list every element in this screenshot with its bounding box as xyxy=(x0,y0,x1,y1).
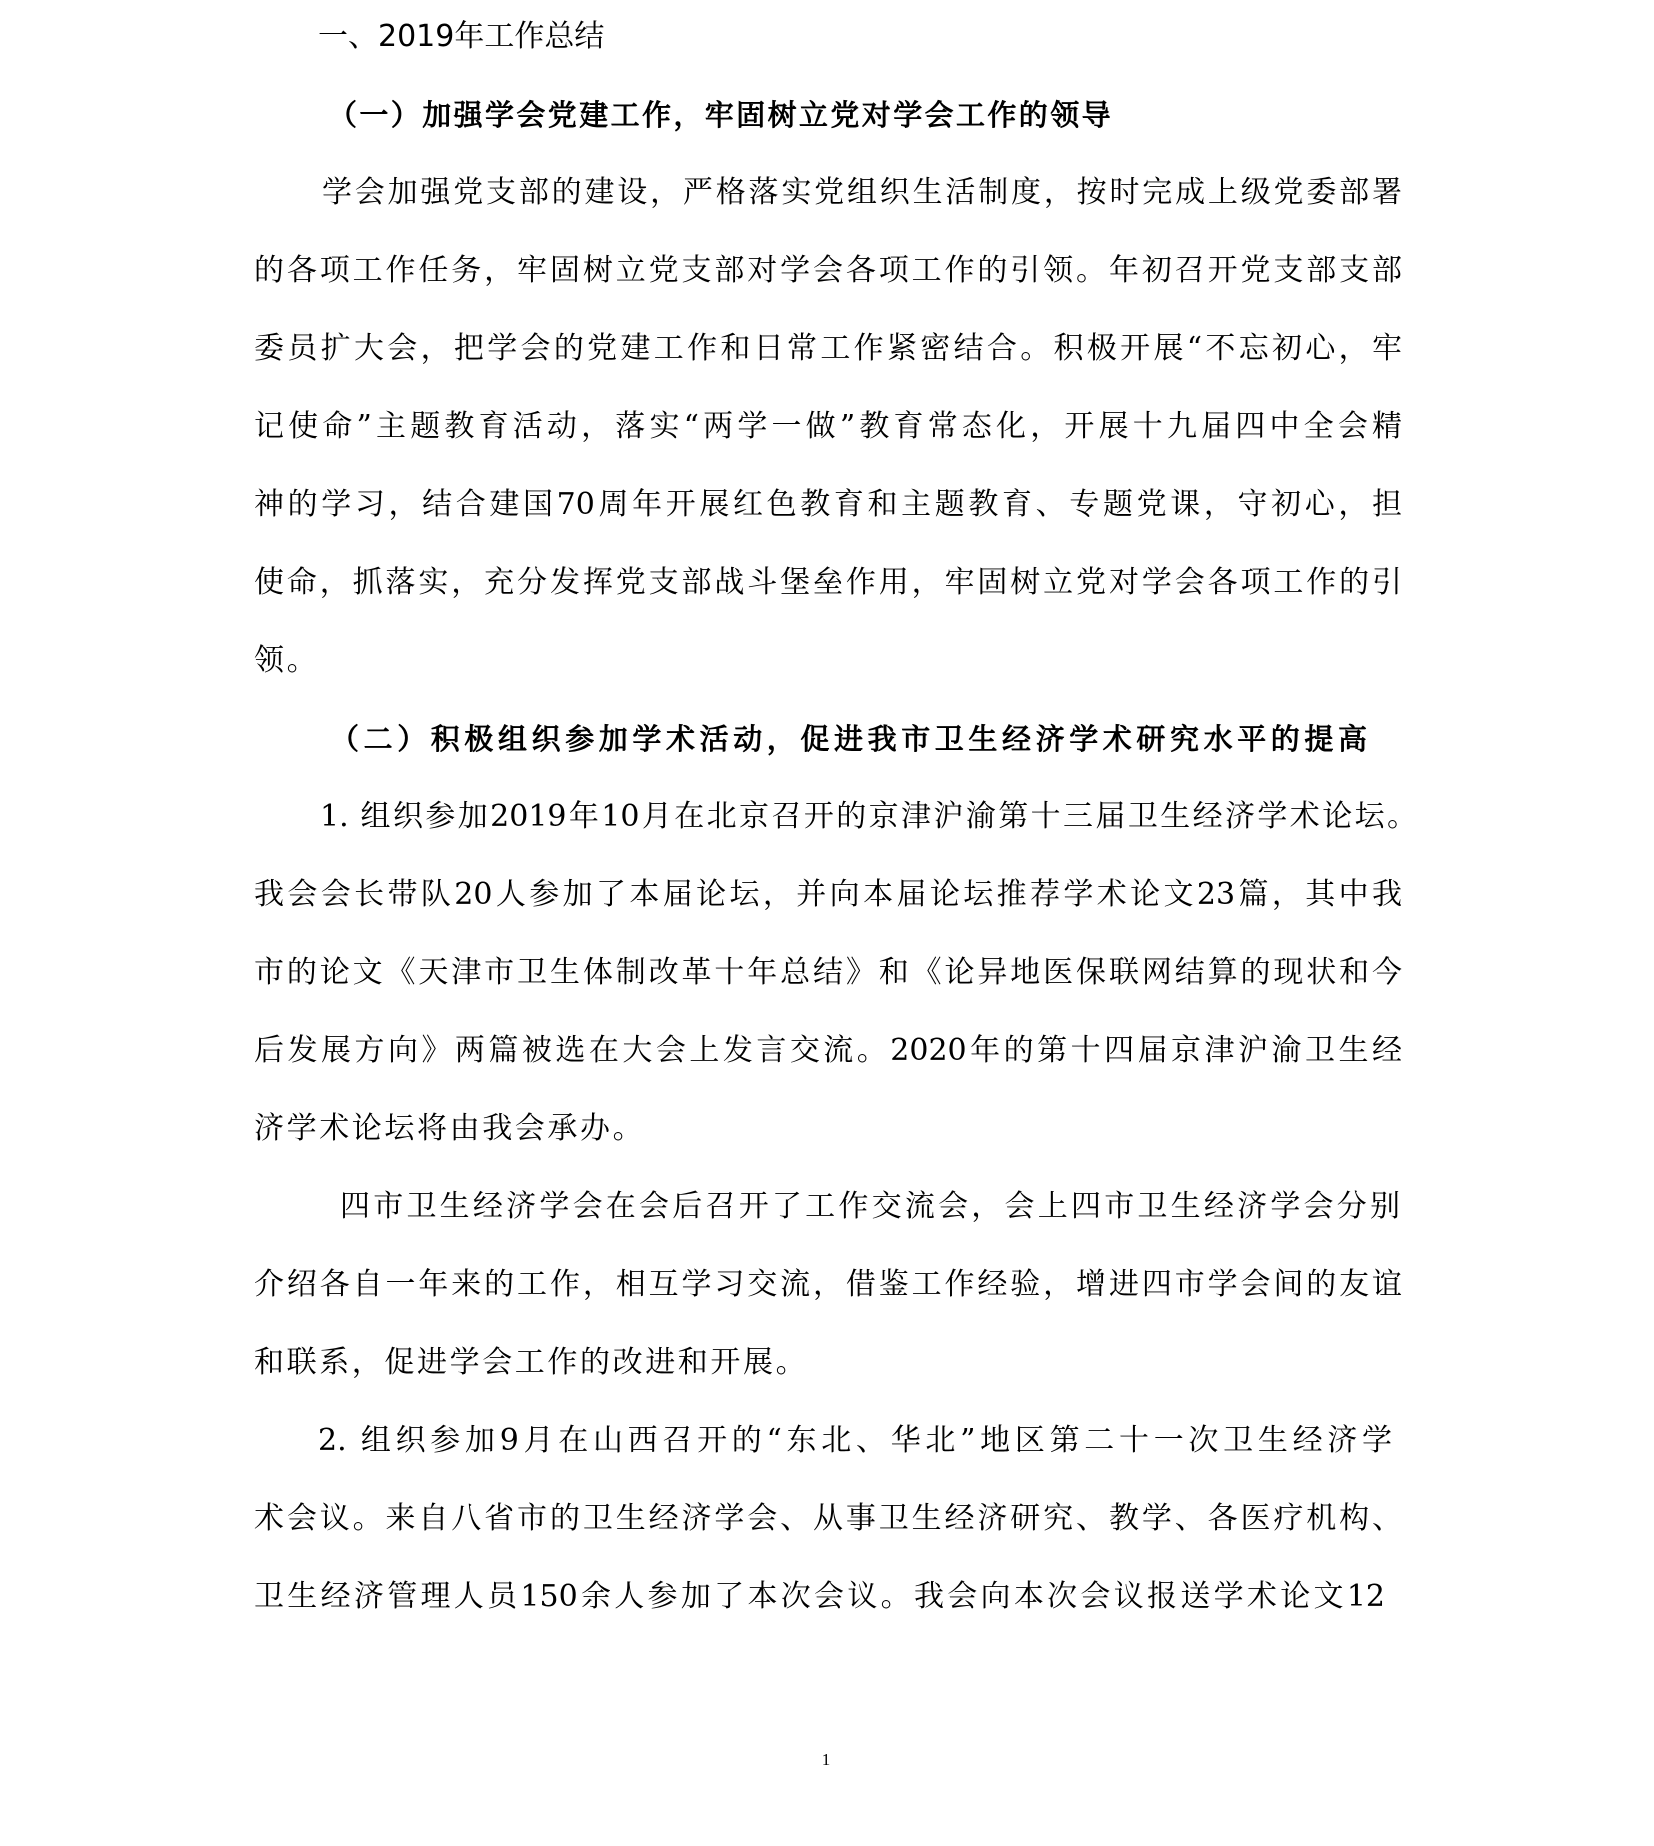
paragraph-line: 四市卫生经济学会在会后召开了工作交流会，会上四市卫生经济学会分别 xyxy=(340,1189,1400,1224)
paragraph-line: 后发展方向》两篇被选在大会上发言交流。2020年的第十四届京津沪渝卫生经 xyxy=(254,1033,1402,1068)
paragraph-line: 领。 xyxy=(254,643,320,678)
page-number: 1 xyxy=(821,1750,831,1769)
paragraph-line: 和联系，促进学会工作的改进和开展。 xyxy=(254,1345,809,1380)
paragraph-line: 的各项工作任务，牢固树立党支部对学会各项工作的引领。年初召开党支部支部 xyxy=(254,253,1402,288)
paragraph-line: 2. 组织参加9月在山西召开的“东北、华北”地区第二十一次卫生经济学 xyxy=(318,1423,1392,1458)
paragraph-line: 1. 组织参加2019年10月在北京召开的京津沪渝第十三届卫生经济学术论坛。 xyxy=(320,799,1417,834)
paragraph-line: 介绍各自一年来的工作，相互学习交流，借鉴工作经验，增进四市学会间的友谊 xyxy=(254,1267,1402,1302)
paragraph-line: 神的学习，结合建国70周年开展红色教育和主题教育、专题党课，守初心，担 xyxy=(254,487,1402,522)
section-title: 一、2019年工作总结 xyxy=(318,19,605,54)
paragraph-line: 卫生经济管理人员150余人参加了本次会议。我会向本次会议报送学术论文12 xyxy=(254,1579,1385,1614)
paragraph-line: 委员扩大会，把学会的党建工作和日常工作紧密结合。积极开展“不忘初心，牢 xyxy=(254,331,1402,366)
paragraph-line: 学会加强党支部的建设，严格落实党组织生活制度，按时完成上级党委部署 xyxy=(322,175,1402,210)
subsection-title: （一）加强学会党建工作，牢固树立党对学会工作的领导 xyxy=(328,98,1114,132)
paragraph-line: 济学术论坛将由我会承办。 xyxy=(254,1111,646,1146)
paragraph-line: 术会议。来自八省市的卫生经济学会、从事卫生经济研究、教学、各医疗机构、 xyxy=(254,1501,1402,1536)
paragraph-line: 我会会长带队20人参加了本届论坛，并向本届论坛推荐学术论文23篇，其中我 xyxy=(254,877,1402,912)
paragraph-line: 使命，抓落实，充分发挥党支部战斗堡垒作用，牢固树立党对学会各项工作的引 xyxy=(254,565,1402,600)
paragraph-line: 记使命”主题教育活动，落实“两学一做”教育常态化，开展十九届四中全会精 xyxy=(254,409,1402,444)
paragraph-line: 市的论文《天津市卫生体制改革十年总结》和《论异地医保联网结算的现状和今 xyxy=(254,955,1402,990)
subsection-title: （二）积极组织参加学术活动，促进我市卫生经济学术研究水平的提高 xyxy=(330,722,1372,756)
